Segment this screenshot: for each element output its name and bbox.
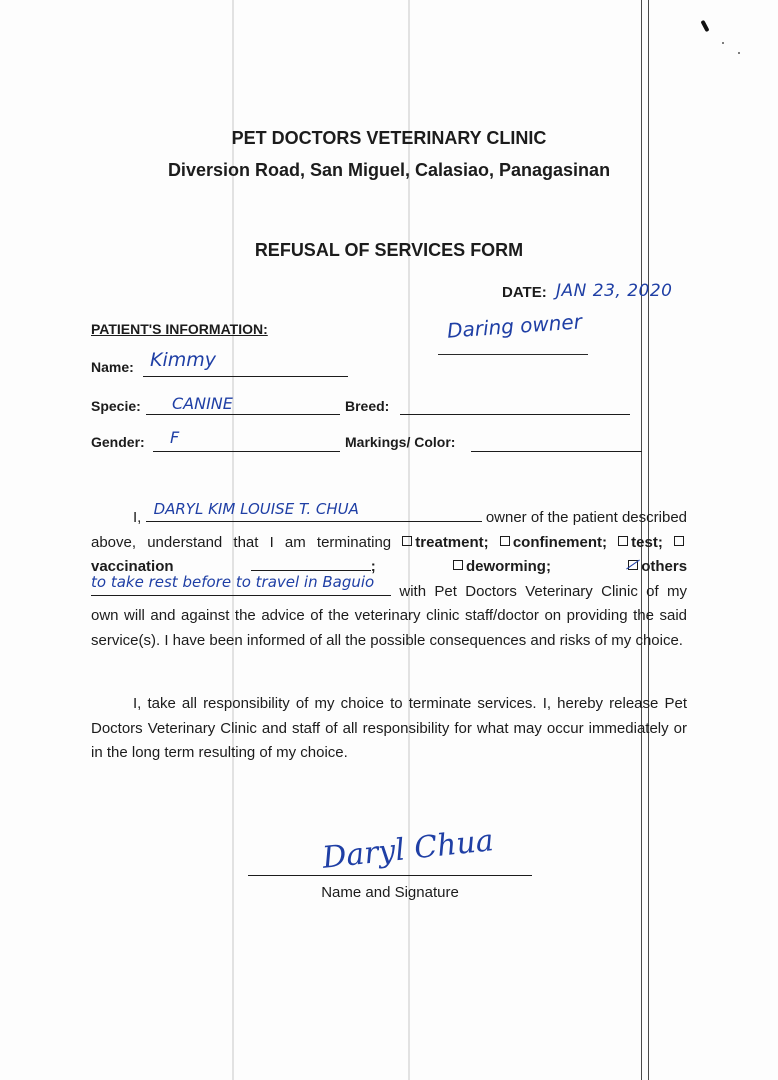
option-confinement: confinement; bbox=[512, 533, 607, 551]
form-title: REFUSAL OF SERVICES FORM bbox=[254, 240, 524, 260]
specie-value: CANINE bbox=[172, 394, 233, 413]
checkbox-icon bbox=[402, 536, 412, 546]
checkbox-icon bbox=[500, 536, 510, 546]
signature-line bbox=[248, 875, 532, 876]
statement-text-rest: with Pet Doctors Veterinary Clinic of my own will and against the advice of the veterinary clinic staff/doctor on providing the said service(s). I have been informed of all the possible consequences and risks of my choice. bbox=[91, 582, 688, 649]
option-treatment: treatment; bbox=[415, 533, 489, 551]
clinic-name: PET DOCTORS VETERINARY CLINIC bbox=[231, 128, 547, 148]
owner-name-blank bbox=[146, 499, 482, 522]
handwritten-note: Daring owner bbox=[446, 309, 583, 343]
semicolon: ; bbox=[370, 558, 376, 575]
patient-info-title: PATIENT'S INFORMATION: bbox=[91, 321, 268, 337]
name-label: Name: bbox=[91, 359, 134, 375]
clinic-address: Diversion Road, San Miguel, Calasiao, Panagasinan bbox=[167, 160, 611, 180]
breed-label: Breed: bbox=[345, 398, 390, 414]
option-test: test; bbox=[631, 533, 663, 551]
specie-field-line bbox=[146, 414, 340, 415]
breed-field-line bbox=[400, 414, 630, 415]
gender-value: F bbox=[170, 428, 180, 447]
scan-artifact-dot bbox=[738, 52, 740, 54]
statement-paragraph bbox=[91, 499, 688, 653]
note-underline bbox=[438, 354, 588, 355]
scan-artifact-mark bbox=[700, 20, 709, 32]
checked-checkbox-icon bbox=[628, 560, 638, 570]
option-deworming: deworming; bbox=[465, 558, 551, 575]
date-label: DATE: bbox=[502, 284, 547, 301]
specie-label: Specie: bbox=[91, 398, 141, 414]
markings-label: Markings/ Color: bbox=[345, 434, 456, 450]
checkbox-icon bbox=[618, 536, 628, 546]
release-text: I, take all responsibility of my choice to terminate services. I, hereby release Pet Doctors Veterinary Clinic and staff of all responsibility for what may occur immediately or in the long term resulting of my choice. bbox=[91, 695, 687, 761]
date-value: JAN 23, 2020 bbox=[556, 281, 673, 301]
name-field-line bbox=[143, 376, 348, 377]
option-vaccination: vaccination bbox=[91, 558, 174, 575]
signature-handwritten: Daryl Chua bbox=[320, 823, 496, 876]
gender-label: Gender: bbox=[91, 434, 145, 450]
release-paragraph bbox=[91, 692, 687, 766]
checkbox-icon bbox=[453, 560, 463, 570]
scan-artifact-dot bbox=[722, 42, 724, 44]
others-reason-value: to take rest before to travel in Baguio bbox=[91, 573, 375, 591]
signature-label: Name and Signature bbox=[321, 884, 459, 901]
checkbox-icon bbox=[674, 536, 684, 546]
name-value: Kimmy bbox=[150, 349, 216, 371]
markings-field-line bbox=[471, 451, 642, 452]
option-others: others bbox=[641, 558, 688, 575]
statement-text-owner: owner of the patient described above, understand that I am terminating bbox=[91, 509, 688, 551]
others-reason-blank bbox=[91, 573, 391, 596]
i-label: I, bbox=[133, 509, 142, 526]
owner-name-value: DARYL KIM LOUISE T. CHUA bbox=[153, 499, 359, 518]
gender-field-line bbox=[153, 451, 340, 452]
